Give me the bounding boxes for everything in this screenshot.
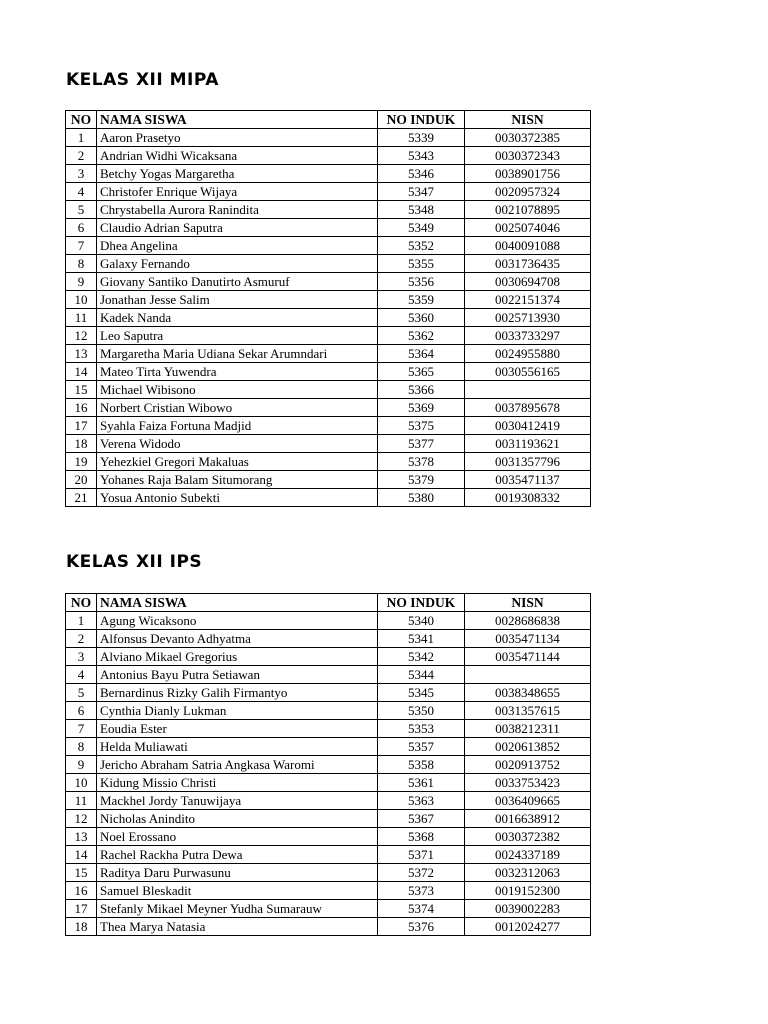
cell-induk: 5364 bbox=[378, 345, 465, 363]
cell-name: Michael Wibisono bbox=[97, 381, 378, 399]
cell-nisn: 0016638912 bbox=[465, 810, 591, 828]
cell-induk: 5378 bbox=[378, 453, 465, 471]
table-row bbox=[66, 792, 591, 810]
cell-induk: 5380 bbox=[378, 489, 465, 507]
cell-induk: 5362 bbox=[378, 327, 465, 345]
cell-name: Bernardinus Rizky Galih Firmantyo bbox=[97, 684, 378, 702]
cell-name: Margaretha Maria Udiana Sekar Arumndari bbox=[97, 345, 378, 363]
cell-name: Eoudia Ester bbox=[97, 720, 378, 738]
cell-nisn: 0031193621 bbox=[465, 435, 591, 453]
cell-induk: 5355 bbox=[378, 255, 465, 273]
cell-name: Samuel Bleskadit bbox=[97, 882, 378, 900]
column-header-no: NO bbox=[66, 111, 97, 129]
cell-induk: 5356 bbox=[378, 273, 465, 291]
cell-induk: 5349 bbox=[378, 219, 465, 237]
cell-nisn: 0035471137 bbox=[465, 471, 591, 489]
table-row bbox=[66, 435, 591, 453]
cell-name: Yosua Antonio Subekti bbox=[97, 489, 378, 507]
cell-induk: 5366 bbox=[378, 381, 465, 399]
cell-no: 20 bbox=[66, 471, 97, 489]
cell-induk: 5339 bbox=[378, 129, 465, 147]
cell-name: Mackhel Jordy Tanuwijaya bbox=[97, 792, 378, 810]
column-header-induk: NO INDUK bbox=[378, 594, 465, 612]
table-row bbox=[66, 345, 591, 363]
cell-induk: 5341 bbox=[378, 630, 465, 648]
cell-name: Norbert Cristian Wibowo bbox=[97, 399, 378, 417]
cell-no: 14 bbox=[66, 363, 97, 381]
cell-nisn: 0031357796 bbox=[465, 453, 591, 471]
cell-induk: 5369 bbox=[378, 399, 465, 417]
cell-induk: 5361 bbox=[378, 774, 465, 792]
cell-no: 18 bbox=[66, 435, 97, 453]
cell-induk: 5357 bbox=[378, 738, 465, 756]
cell-no: 16 bbox=[66, 882, 97, 900]
cell-nisn: 0024955880 bbox=[465, 345, 591, 363]
student-table-mipa bbox=[65, 110, 591, 507]
table-row bbox=[66, 666, 591, 684]
table-row bbox=[66, 864, 591, 882]
cell-nisn: 0020613852 bbox=[465, 738, 591, 756]
cell-name: Christofer Enrique Wijaya bbox=[97, 183, 378, 201]
cell-no: 6 bbox=[66, 702, 97, 720]
cell-nisn: 0021078895 bbox=[465, 201, 591, 219]
cell-nisn: 0030556165 bbox=[465, 363, 591, 381]
cell-name: Rachel Rackha Putra Dewa bbox=[97, 846, 378, 864]
cell-nisn: 0036409665 bbox=[465, 792, 591, 810]
cell-no: 14 bbox=[66, 846, 97, 864]
cell-nisn: 0020913752 bbox=[465, 756, 591, 774]
table-header-row bbox=[66, 594, 591, 612]
cell-no: 13 bbox=[66, 345, 97, 363]
table-row bbox=[66, 774, 591, 792]
column-header-nisn: NISN bbox=[465, 111, 591, 129]
table-row bbox=[66, 291, 591, 309]
cell-no: 6 bbox=[66, 219, 97, 237]
table-header-row bbox=[66, 111, 591, 129]
cell-induk: 5379 bbox=[378, 471, 465, 489]
cell-nisn: 0033733297 bbox=[465, 327, 591, 345]
cell-no: 4 bbox=[66, 666, 97, 684]
cell-induk: 5350 bbox=[378, 702, 465, 720]
table-row bbox=[66, 417, 591, 435]
table-row bbox=[66, 846, 591, 864]
cell-name: Antonius Bayu Putra Setiawan bbox=[97, 666, 378, 684]
column-header-no: NO bbox=[66, 594, 97, 612]
cell-nisn: 0022151374 bbox=[465, 291, 591, 309]
table-row bbox=[66, 648, 591, 666]
cell-induk: 5342 bbox=[378, 648, 465, 666]
cell-name: Noel Erossano bbox=[97, 828, 378, 846]
table-row bbox=[66, 363, 591, 381]
cell-nisn bbox=[465, 666, 591, 684]
cell-induk: 5347 bbox=[378, 183, 465, 201]
cell-name: Helda Muliawati bbox=[97, 738, 378, 756]
cell-name: Betchy Yogas Margaretha bbox=[97, 165, 378, 183]
cell-nisn: 0030372343 bbox=[465, 147, 591, 165]
cell-nisn: 0020957324 bbox=[465, 183, 591, 201]
cell-no: 2 bbox=[66, 630, 97, 648]
table-row bbox=[66, 201, 591, 219]
cell-nisn: 0030694708 bbox=[465, 273, 591, 291]
table-row bbox=[66, 720, 591, 738]
cell-nisn: 0019308332 bbox=[465, 489, 591, 507]
cell-induk: 5376 bbox=[378, 918, 465, 936]
cell-nisn: 0025074046 bbox=[465, 219, 591, 237]
cell-no: 21 bbox=[66, 489, 97, 507]
cell-induk: 5344 bbox=[378, 666, 465, 684]
cell-no: 12 bbox=[66, 810, 97, 828]
cell-no: 10 bbox=[66, 291, 97, 309]
cell-induk: 5345 bbox=[378, 684, 465, 702]
cell-name: Claudio Adrian Saputra bbox=[97, 219, 378, 237]
cell-name: Alviano Mikael Gregorius bbox=[97, 648, 378, 666]
cell-name: Agung Wicaksono bbox=[97, 612, 378, 630]
cell-nisn: 0030372385 bbox=[465, 129, 591, 147]
table-row bbox=[66, 165, 591, 183]
cell-name: Syahla Faiza Fortuna Madjid bbox=[97, 417, 378, 435]
table-row bbox=[66, 918, 591, 936]
table-row bbox=[66, 471, 591, 489]
table-row bbox=[66, 273, 591, 291]
table-row bbox=[66, 327, 591, 345]
cell-nisn: 0031736435 bbox=[465, 255, 591, 273]
cell-no: 12 bbox=[66, 327, 97, 345]
column-header-induk: NO INDUK bbox=[378, 111, 465, 129]
table-row bbox=[66, 309, 591, 327]
cell-induk: 5363 bbox=[378, 792, 465, 810]
cell-nisn: 0031357615 bbox=[465, 702, 591, 720]
cell-no: 8 bbox=[66, 738, 97, 756]
cell-name: Verena Widodo bbox=[97, 435, 378, 453]
cell-nisn: 0033753423 bbox=[465, 774, 591, 792]
column-header-name: NAMA SISWA bbox=[97, 111, 378, 129]
cell-induk: 5371 bbox=[378, 846, 465, 864]
cell-no: 9 bbox=[66, 273, 97, 291]
cell-induk: 5359 bbox=[378, 291, 465, 309]
cell-nisn: 0038212311 bbox=[465, 720, 591, 738]
cell-no: 1 bbox=[66, 612, 97, 630]
table-row bbox=[66, 810, 591, 828]
column-header-name: NAMA SISWA bbox=[97, 594, 378, 612]
cell-nisn: 0032312063 bbox=[465, 864, 591, 882]
cell-induk: 5348 bbox=[378, 201, 465, 219]
cell-induk: 5374 bbox=[378, 900, 465, 918]
cell-name: Giovany Santiko Danutirto Asmuruf bbox=[97, 273, 378, 291]
cell-no: 1 bbox=[66, 129, 97, 147]
cell-name: Thea Marya Natasia bbox=[97, 918, 378, 936]
cell-induk: 5358 bbox=[378, 756, 465, 774]
table-row bbox=[66, 882, 591, 900]
table-row bbox=[66, 828, 591, 846]
cell-no: 19 bbox=[66, 453, 97, 471]
table-row bbox=[66, 237, 591, 255]
cell-name: Cynthia Dianly Lukman bbox=[97, 702, 378, 720]
cell-no: 5 bbox=[66, 201, 97, 219]
cell-no: 3 bbox=[66, 648, 97, 666]
cell-nisn: 0030412419 bbox=[465, 417, 591, 435]
cell-no: 8 bbox=[66, 255, 97, 273]
cell-nisn: 0035471144 bbox=[465, 648, 591, 666]
cell-no: 17 bbox=[66, 900, 97, 918]
cell-name: Leo Saputra bbox=[97, 327, 378, 345]
cell-induk: 5375 bbox=[378, 417, 465, 435]
cell-nisn bbox=[465, 381, 591, 399]
cell-no: 11 bbox=[66, 309, 97, 327]
cell-nisn: 0025713930 bbox=[465, 309, 591, 327]
table-row bbox=[66, 756, 591, 774]
table-row bbox=[66, 399, 591, 417]
cell-name: Galaxy Fernando bbox=[97, 255, 378, 273]
cell-no: 15 bbox=[66, 381, 97, 399]
section-title-ips: KELAS XII IPS bbox=[66, 552, 203, 572]
cell-no: 17 bbox=[66, 417, 97, 435]
student-table-ips bbox=[65, 593, 591, 936]
cell-nisn: 0038348655 bbox=[465, 684, 591, 702]
cell-induk: 5372 bbox=[378, 864, 465, 882]
cell-name: Aaron Prasetyo bbox=[97, 129, 378, 147]
cell-nisn: 0040091088 bbox=[465, 237, 591, 255]
cell-name: Jonathan Jesse Salim bbox=[97, 291, 378, 309]
cell-no: 2 bbox=[66, 147, 97, 165]
table-row bbox=[66, 453, 591, 471]
cell-induk: 5352 bbox=[378, 237, 465, 255]
table-row bbox=[66, 684, 591, 702]
cell-induk: 5368 bbox=[378, 828, 465, 846]
cell-name: Yehezkiel Gregori Makaluas bbox=[97, 453, 378, 471]
cell-no: 9 bbox=[66, 756, 97, 774]
cell-induk: 5373 bbox=[378, 882, 465, 900]
table-row bbox=[66, 183, 591, 201]
column-header-nisn: NISN bbox=[465, 594, 591, 612]
cell-nisn: 0024337189 bbox=[465, 846, 591, 864]
table-row bbox=[66, 255, 591, 273]
cell-name: Andrian Widhi Wicaksana bbox=[97, 147, 378, 165]
cell-no: 3 bbox=[66, 165, 97, 183]
cell-nisn: 0019152300 bbox=[465, 882, 591, 900]
cell-induk: 5340 bbox=[378, 612, 465, 630]
cell-induk: 5346 bbox=[378, 165, 465, 183]
cell-no: 7 bbox=[66, 237, 97, 255]
section-title-mipa: KELAS XII MIPA bbox=[66, 70, 219, 90]
cell-induk: 5353 bbox=[378, 720, 465, 738]
table-row bbox=[66, 702, 591, 720]
cell-no: 7 bbox=[66, 720, 97, 738]
table-row bbox=[66, 219, 591, 237]
table-row bbox=[66, 738, 591, 756]
cell-name: Chrystabella Aurora Ranindita bbox=[97, 201, 378, 219]
table-row bbox=[66, 129, 591, 147]
cell-induk: 5367 bbox=[378, 810, 465, 828]
cell-no: 5 bbox=[66, 684, 97, 702]
cell-name: Kidung Missio Christi bbox=[97, 774, 378, 792]
cell-name: Jericho Abraham Satria Angkasa Waromi bbox=[97, 756, 378, 774]
table-row bbox=[66, 147, 591, 165]
cell-name: Dhea Angelina bbox=[97, 237, 378, 255]
cell-name: Stefanly Mikael Meyner Yudha Sumarauw bbox=[97, 900, 378, 918]
table-row bbox=[66, 489, 591, 507]
cell-name: Raditya Daru Purwasunu bbox=[97, 864, 378, 882]
cell-nisn: 0028686838 bbox=[465, 612, 591, 630]
cell-induk: 5360 bbox=[378, 309, 465, 327]
table-row bbox=[66, 900, 591, 918]
cell-nisn: 0030372382 bbox=[465, 828, 591, 846]
cell-no: 4 bbox=[66, 183, 97, 201]
cell-induk: 5343 bbox=[378, 147, 465, 165]
cell-nisn: 0035471134 bbox=[465, 630, 591, 648]
cell-no: 11 bbox=[66, 792, 97, 810]
cell-no: 13 bbox=[66, 828, 97, 846]
cell-name: Nicholas Anindito bbox=[97, 810, 378, 828]
cell-induk: 5377 bbox=[378, 435, 465, 453]
cell-nisn: 0039002283 bbox=[465, 900, 591, 918]
cell-name: Yohanes Raja Balam Situmorang bbox=[97, 471, 378, 489]
cell-no: 16 bbox=[66, 399, 97, 417]
cell-no: 15 bbox=[66, 864, 97, 882]
table-row bbox=[66, 630, 591, 648]
table-row bbox=[66, 612, 591, 630]
table-row bbox=[66, 381, 591, 399]
cell-nisn: 0037895678 bbox=[465, 399, 591, 417]
cell-name: Kadek Nanda bbox=[97, 309, 378, 327]
cell-nisn: 0038901756 bbox=[465, 165, 591, 183]
cell-name: Mateo Tirta Yuwendra bbox=[97, 363, 378, 381]
cell-name: Alfonsus Devanto Adhyatma bbox=[97, 630, 378, 648]
cell-induk: 5365 bbox=[378, 363, 465, 381]
cell-nisn: 0012024277 bbox=[465, 918, 591, 936]
cell-no: 18 bbox=[66, 918, 97, 936]
cell-no: 10 bbox=[66, 774, 97, 792]
